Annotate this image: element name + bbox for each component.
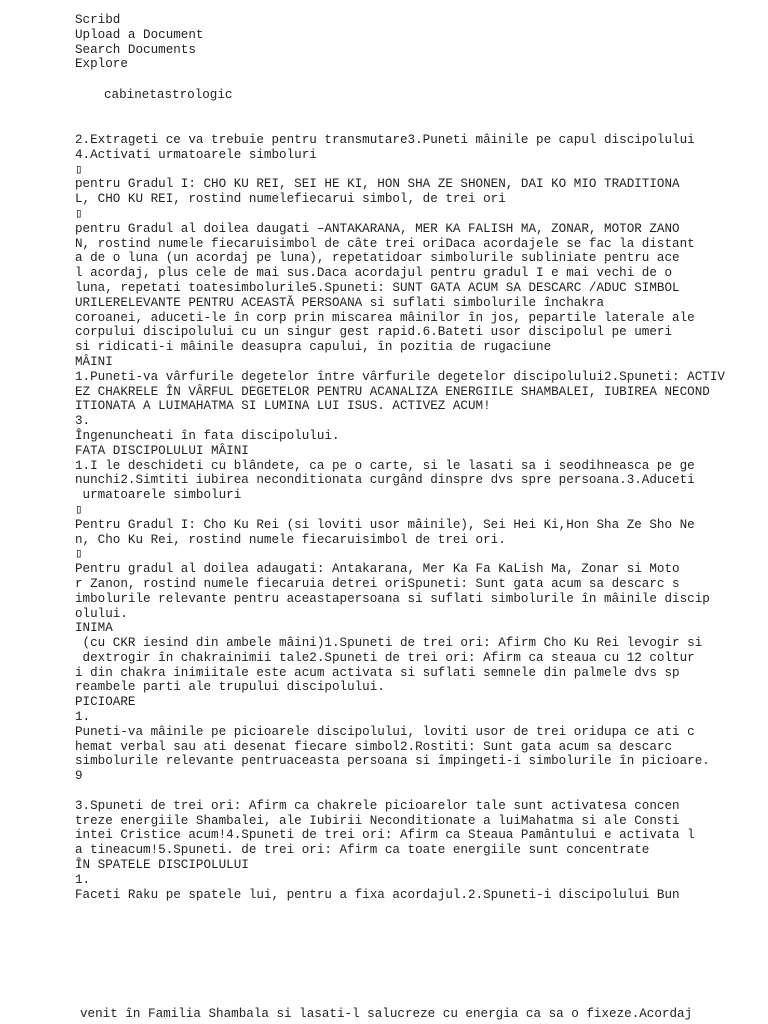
document-line: nunchi2.Simtiti iubirea neconditionata curgând dinspre dvs spre persoana.3.Aduceti	[75, 473, 695, 488]
document-line: dextrogir în chakrainimii tale2.Spuneti de trei ori: Afirm ca steaua cu 12 coltur	[75, 650, 695, 665]
document-line: luna, repetati toatesimbolurile5.Spuneti: SUNT GATA ACUM SA DESCARC /ADUC SIMBOL	[75, 280, 680, 295]
document-line: PICIOARE	[75, 695, 136, 710]
document-line: MÂINI	[75, 354, 113, 369]
document-line: Puneti-va mâinile pe picioarele discipolului, loviti usor de trei oridupa ce ati c	[75, 724, 695, 739]
document-line: ÎN SPATELE DISCIPOLULUI	[75, 858, 249, 873]
document-line: 1.	[75, 872, 91, 887]
document-line: 9	[75, 769, 83, 784]
document-line: intei Cristice acum!4.Spuneti de trei ori: Afirm ca Steaua Pamântului e activata l	[75, 828, 695, 843]
document-line: ▯	[75, 206, 83, 221]
document-line: si ridicati-i mâinile deasupra capului, în pozitia de rugaciune	[75, 340, 552, 355]
document-line: hemat verbal sau ati desenat fiecare simbol2.Rostiti: Sunt gata acum sa descarc	[75, 739, 673, 754]
document-line: urmatoarele simboluri	[75, 488, 242, 503]
document-line: ▯	[75, 547, 83, 562]
document-line: 4.Activati urmatoarele simboluri	[75, 147, 317, 162]
document-line: r Zanon, rostind numele fiecaruia detrei oriSpuneti: Sunt gata acum sa descarc s	[75, 576, 680, 591]
document-line: Îngenuncheati în fata discipolului.	[75, 428, 340, 443]
document-line	[75, 784, 755, 799]
document-line: a tineacum!5.Spuneti. de trei ori: Afirm ca toate energiile sunt concentrate	[75, 843, 650, 858]
document-line: simbolurile relevante pentruaceasta persoana si împingeti-i simbolurile în picioare.	[75, 754, 710, 769]
document-line: a de o luna (un acordaj pe luna), repetatidoar simbolurile subliniate pentru ace	[75, 251, 680, 266]
search-documents-link[interactable]: Search Documents	[75, 42, 196, 57]
document-line: coroanei, aduceti-le în corp prin miscarea mâinilor în jos, pepartile laterale ale	[75, 310, 695, 325]
document-line: Pentru gradul al doilea adaugati: Antakarana, Mer Ka Fa KaLish Ma, Zonar si Moto	[75, 562, 680, 577]
top-nav	[75, 13, 203, 72]
document-line: pentru Gradul I: CHO KU REI, SEI HE KI, HON SHA ZE SHONEN, DAI KO MIO TRADITIONA	[75, 177, 680, 192]
author-name[interactable]: cabinetastrologic	[104, 88, 233, 102]
document-line: n, Cho Ku Rei, rostind numele fiecaruisimbol de trei ori.	[75, 532, 506, 547]
explore-link[interactable]: Explore	[75, 57, 128, 72]
document-line: corpului discipolului cu un singur gest rapid.6.Bateti usor discipolul pe umeri	[75, 325, 673, 340]
document-line: imbolurile relevante pentru aceastapersoana si suflati simbolurile în mâinile discip	[75, 591, 710, 606]
document-line: Faceti Raku pe spatele lui, pentru a fixa acordajul.2.Spuneti-i discipolului Bun	[75, 887, 680, 902]
scribd-link[interactable]: Scribd	[75, 13, 121, 27]
document-line: 1.Puneti-va vârfurile degetelor între vârfurile degetelor discipolului2.Spuneti: ACTIV	[75, 369, 725, 384]
document-line: pentru Gradul al doilea daugati –ANTAKARANA, MER KA FALISH MA, ZONAR, MOTOR ZANO	[75, 221, 680, 236]
document-line: ▯	[75, 502, 83, 517]
document-line: ITIONATA A LUIMAHATMA SI LUMINA LUI ISUS. ACTIVEZ ACUM!	[75, 399, 491, 414]
document-line: FATA DISCIPOLULUI MÂINI	[75, 443, 249, 458]
document-line: URILERELEVANTE PENTRU ACEASTĂ PERSOANA si suflati simbolurile închakra	[75, 295, 605, 310]
document-line: 2.Extrageti ce va trebuie pentru transmutare3.Puneti mâinile pe capul discipolului	[75, 133, 695, 147]
document-line: reambele parti ale trupului discipolului.	[75, 680, 385, 695]
document-line: 1.I le deschideti cu blândete, ca pe o carte, si le lasati sa i seodihneasca pe ge	[75, 458, 695, 473]
document-body	[75, 133, 755, 902]
document-line: ▯	[75, 162, 83, 177]
document-line: i din chakra inimiitale este acum activata si suflati semnele din palmele dvs sp	[75, 665, 680, 680]
document-line: INIMA	[75, 621, 113, 636]
document-line: 3.Spuneti de trei ori: Afirm ca chakrele picioarelor tale sunt activatesa concen	[75, 798, 680, 813]
document-line: 3.	[75, 414, 91, 429]
document-line: Pentru Gradul I: Cho Ku Rei (si loviti usor mâinile), Sei Hei Ki,Hon Sha Ze Sho Ne	[75, 517, 695, 532]
document-line: l acordaj, plus cele de mai sus.Daca acordajul pentru gradul I e mai vechi de o	[75, 266, 673, 281]
document-line: olului.	[75, 606, 128, 621]
upload-document-link[interactable]: Upload a Document	[75, 27, 204, 42]
document-line: (cu CKR iesind din ambele mâini)1.Spuneti de trei ori: Afirm Cho Ku Rei levogir si	[75, 636, 703, 651]
document-line: N, rostind numele fiecaruisimbol de câte trei oriDaca acordajele se fac la distant	[75, 236, 695, 251]
document-line: L, CHO KU REI, rostind numelefiecarui simbol, de trei ori	[75, 192, 506, 207]
document-line: 1.	[75, 710, 91, 725]
document-footer-line: venit în Familia Shambala si lasati-l salucreze cu energia ca sa o fixeze.Acordaj	[80, 1007, 693, 1021]
document-line: EZ CHAKRELE ÎN VÂRFUL DEGETELOR PENTRU ACANALIZA ENERGIILE SHAMBALEI, IUBIREA NECOND	[75, 384, 710, 399]
document-line: treze energiile Shambalei, ale Iubirii Neconditionate a luiMahatma si ale Consti	[75, 813, 680, 828]
